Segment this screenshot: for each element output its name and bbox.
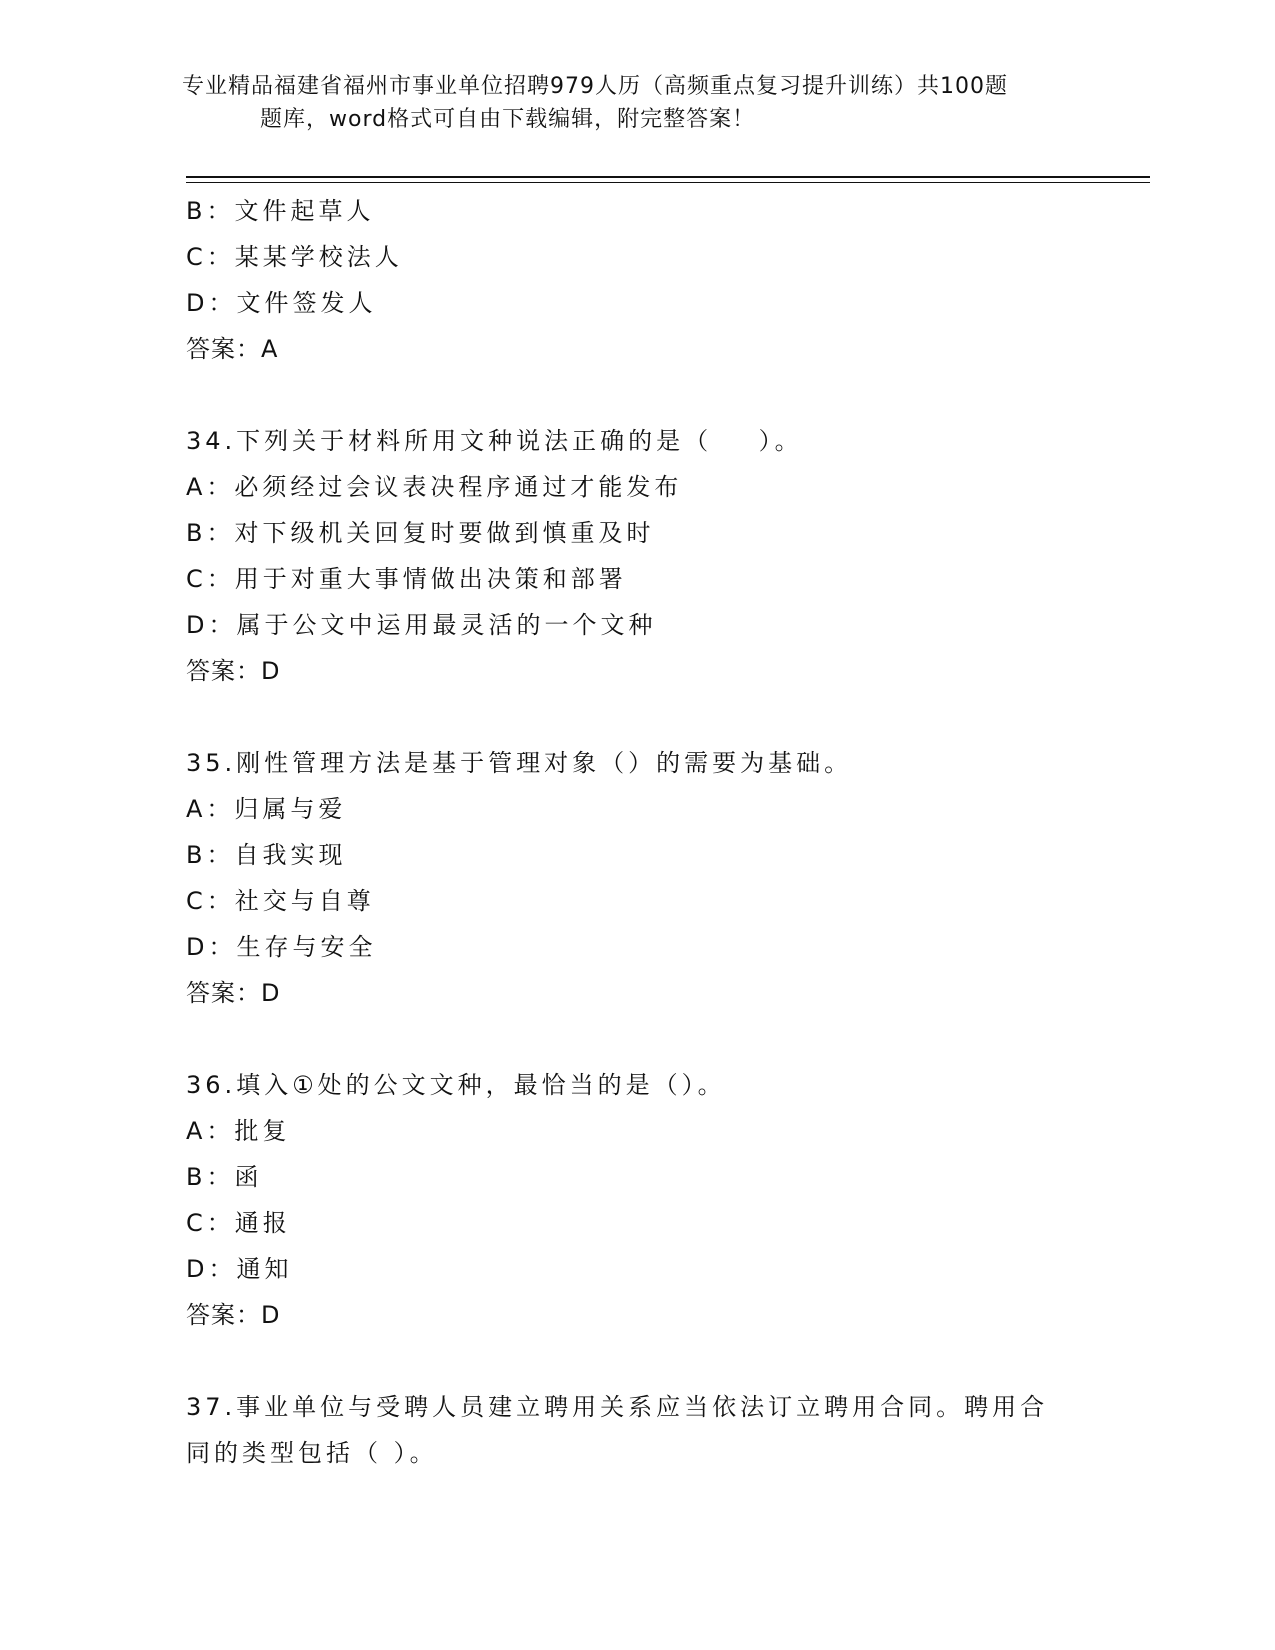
option-d: D：属于公文中运用最灵活的一个文种 — [186, 611, 657, 639]
spacer — [186, 372, 1086, 418]
question-36: 36.填入①处的公文文种，最恰当的是（）。 — [186, 1071, 726, 1099]
spacer — [186, 1016, 1086, 1062]
option-b: B：对下级机关回复时要做到慎重及时 — [186, 519, 655, 547]
answer: 答案：A — [186, 335, 279, 363]
spacer — [186, 694, 1086, 740]
question-34: 34.下列关于材料所用文种说法正确的是（ ）。 — [186, 427, 803, 455]
spacer — [186, 1338, 1086, 1384]
answer: 答案：D — [186, 657, 281, 685]
header-rule-thick — [186, 176, 1150, 178]
option-c: C：用于对重大事情做出决策和部署 — [186, 565, 627, 593]
option-c: C：通报 — [186, 1209, 291, 1237]
option-d: D：生存与安全 — [186, 933, 377, 961]
header-title-line2: 题库，word格式可自由下载编辑，附完整答案！ — [260, 107, 756, 132]
option-a: A：归属与爱 — [186, 795, 347, 823]
question-list — [186, 188, 1086, 1476]
option-c: C：社交与自尊 — [186, 887, 375, 915]
answer: 答案：D — [186, 979, 281, 1007]
question-35: 35.刚性管理方法是基于管理对象（）的需要为基础。 — [186, 749, 853, 777]
option-a: A：批复 — [186, 1117, 291, 1145]
header-rule-thin — [186, 182, 1150, 183]
option-b: B：自我实现 — [186, 841, 347, 869]
question-37: 37.事业单位与受聘人员建立聘用关系应当依法订立聘用合同。聘用合同的类型包括（ ）。 — [186, 1393, 1049, 1467]
option-d: D：文件签发人 — [186, 289, 377, 317]
option-c: C：某某学校法人 — [186, 243, 403, 271]
header-title-line1: 专业精品福建省福州市事业单位招聘979人历（高频重点复习提升训练）共100题 — [182, 74, 1008, 99]
option-a: A：必须经过会议表决程序通过才能发布 — [186, 473, 683, 501]
answer: 答案：D — [186, 1301, 281, 1329]
document-header — [182, 70, 1082, 136]
option-b: B：函 — [186, 1163, 263, 1191]
option-d: D：通知 — [186, 1255, 293, 1283]
option-b: B：文件起草人 — [186, 197, 375, 225]
